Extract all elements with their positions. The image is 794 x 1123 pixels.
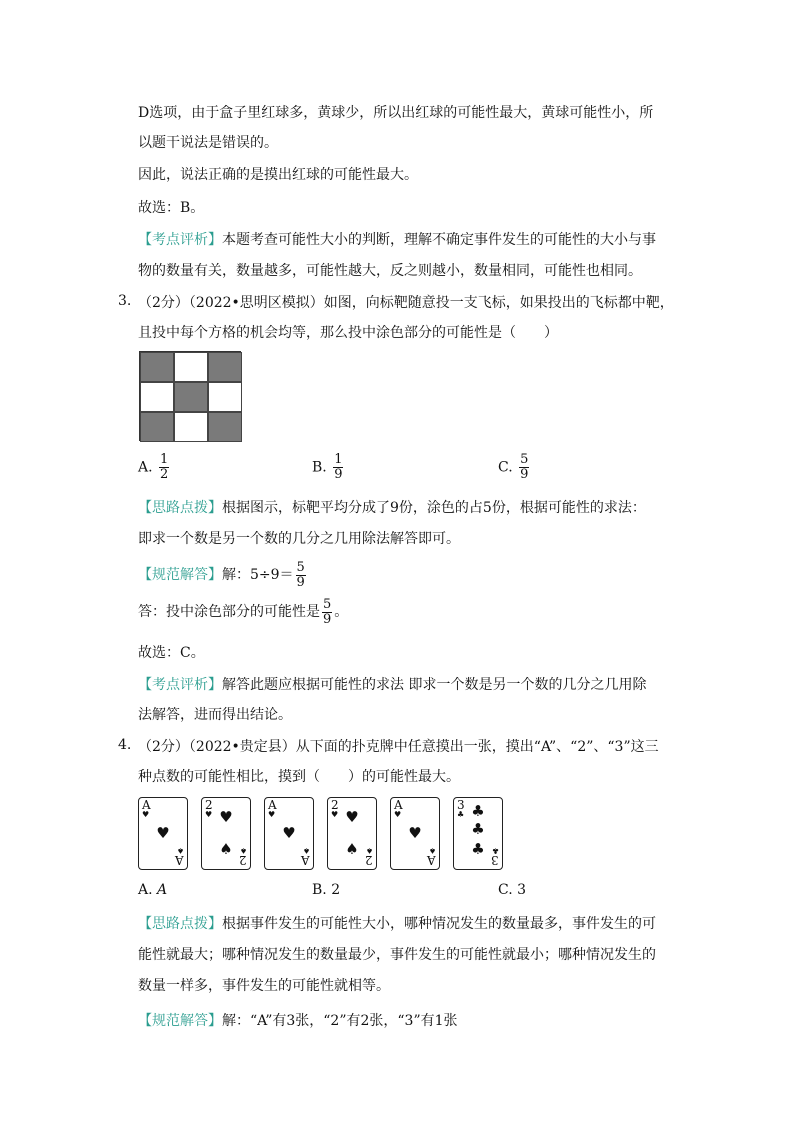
question-3-number: 3. — [118, 293, 132, 309]
hint-text-1: 根据事件发生的可能性大小，哪种情况发生的数量最多，事件发生的可 — [222, 916, 656, 932]
key-point-tag: 【考点评析】 — [138, 677, 222, 693]
heart-icon: ♥ — [142, 810, 150, 819]
heart-icon: ♥ — [219, 808, 233, 826]
option-letter: C. — [498, 459, 513, 476]
spade-icon: ♠ — [365, 846, 373, 855]
question-3-stem-1: （2分）（2022•思明区模拟）如图，向标靶随意投一支飞标，如果投出的飞标都中靶， — [138, 295, 674, 311]
q3-option-c[interactable] — [498, 453, 531, 482]
hint-text-1: 根据图示，标靶平均分成了9份，涂色的占5份，根据可能性的求法： — [222, 500, 646, 516]
key-point-text-1: 解答此题应根据可能性的求法 即求一个数是另一个数的几分之几用除 — [222, 677, 647, 693]
hint-tag: 【思路点拨】 — [138, 916, 222, 932]
q4-solution — [138, 1011, 458, 1031]
answer-period: 。 — [334, 604, 349, 620]
answer-text: 答：投中涂色部分的可能性是 — [138, 604, 320, 620]
key-point-text-1: 本题考查可能性大小的判断，理解不确定事件发生的可能性的大小与事 — [222, 232, 656, 248]
playing-card: 2 ♥ ♥ ♠ ♠ 2 — [201, 797, 251, 870]
q4-hint-line-3: 数量一样多，事件发生的可能性就相等。 — [138, 978, 390, 994]
grid-cell — [140, 382, 174, 412]
grid-cell — [208, 412, 242, 442]
option-value: 2 — [331, 882, 341, 898]
prev-key-point-line-2: 物的数量有关，数量越多，可能性越大，反之则越小，数量相同，可能性也相同。 — [138, 263, 642, 279]
d-option-line-2: 以题干说法是错误的。 — [138, 135, 278, 151]
hint-tag: 【思路点拨】 — [138, 500, 222, 516]
d-option-line-1: D选项，由于盒子里红球多，黄球少，所以出红球的可能性最大，黄球可能性小，所 — [138, 105, 654, 121]
solution-text: 解：5÷9＝ — [222, 567, 294, 583]
q4-option-c[interactable] — [498, 882, 526, 898]
option-letter: A. — [138, 882, 153, 898]
spade-icon: ♠ — [428, 846, 436, 855]
dartboard-grid — [139, 351, 241, 441]
club-icon: ♣ — [457, 810, 465, 819]
option-letter: A. — [138, 459, 153, 476]
q4-hint — [138, 914, 656, 934]
q4-hint-line-2: 能性就最大；哪种情况发生的数量最少，事件发生的可能性就最小；哪种情况发生的 — [138, 947, 656, 963]
q3-hint — [138, 498, 646, 518]
solution-tag: 【规范解答】 — [138, 1013, 222, 1029]
spade-icon: ♠ — [239, 846, 247, 855]
question-3-stem-2: 且投中每个方格的机会均等，那么投中涂色部分的可能性是（ ） — [138, 325, 558, 341]
q4-option-b[interactable] — [312, 882, 340, 898]
club-icon: ♣ — [471, 802, 485, 820]
heart-icon: ♥ — [394, 810, 402, 819]
q4-option-a[interactable] — [138, 882, 167, 898]
fraction: $\frac{1}{9}$ — [334, 452, 343, 482]
playing-card: A ♥ ♥ ♠ A — [138, 797, 188, 870]
q3-option-b[interactable] — [312, 453, 345, 482]
heart-icon: ♥ — [156, 824, 170, 842]
grid-cell — [174, 352, 208, 382]
q3-key-point-line-2: 法解答，进而得出结论。 — [138, 707, 292, 723]
option-letter: C. — [498, 882, 513, 898]
spade-icon: ♠ — [219, 840, 233, 858]
q3-answer — [138, 597, 348, 627]
grid-cell — [174, 412, 208, 442]
heart-icon: ♥ — [331, 810, 339, 819]
conclusion-line: 因此，说法正确的是摸出红球的可能性最大。 — [138, 167, 418, 183]
option-letter: B. — [312, 882, 327, 898]
q3-key-point — [138, 675, 646, 695]
prev-key-point — [138, 230, 656, 250]
heart-icon: ♥ — [205, 810, 213, 819]
spade-icon: ♠ — [302, 846, 310, 855]
key-point-tag: 【考点评析】 — [138, 232, 222, 248]
grid-cell — [208, 352, 242, 382]
fraction: $\frac{5}{9}$ — [296, 559, 305, 590]
heart-icon: ♥ — [345, 808, 359, 826]
spade-icon: ♠ — [176, 846, 184, 855]
spade-icon: ♠ — [345, 840, 359, 858]
option-value: 3 — [517, 882, 527, 898]
q3-choice: 故选：C。 — [138, 645, 205, 661]
question-4-stem-2: 种点数的可能性相比，摸到（ ）的可能性最大。 — [138, 769, 460, 785]
club-icon: ♣ — [491, 846, 499, 855]
q3-option-a[interactable] — [138, 453, 171, 482]
fraction: $\frac{1}{2}$ — [160, 452, 169, 482]
grid-cell — [174, 382, 208, 412]
playing-card: 3 ♣ ♣ ♣ ♣ ♣ 3 — [453, 797, 503, 870]
fraction: $\frac{5}{9}$ — [323, 596, 332, 627]
fraction: $\frac{5}{9}$ — [520, 452, 529, 482]
club-icon: ♣ — [471, 820, 485, 838]
grid-cell — [208, 382, 242, 412]
q3-hint-line-2: 即求一个数是另一个数的几分之几用除法解答即可。 — [138, 531, 460, 547]
heart-icon: ♥ — [282, 824, 296, 842]
grid-cell — [140, 352, 174, 382]
option-value: A — [157, 882, 168, 898]
heart-icon: ♥ — [408, 824, 422, 842]
club-icon: ♣ — [471, 840, 485, 858]
playing-card: A ♥ ♥ ♠ A — [390, 797, 440, 870]
playing-card: 2 ♥ ♥ ♠ ♠ 2 — [327, 797, 377, 870]
question-4-number: 4. — [118, 737, 132, 753]
heart-icon: ♥ — [268, 810, 276, 819]
solution-tag: 【规范解答】 — [138, 567, 222, 583]
option-letter: B. — [312, 459, 327, 476]
solution-text: 解：“A”有3张，“2”有2张，“3”有1张 — [222, 1013, 458, 1029]
prev-answer: 故选：B。 — [138, 200, 205, 216]
playing-card: A ♥ ♥ ♠ A — [264, 797, 314, 870]
question-4-stem-1: （2分）（2022•贵定县）从下面的扑克牌中任意摸出一张，摸出“A”、“2”、“3”这三 — [138, 739, 659, 755]
grid-cell — [140, 412, 174, 442]
q3-solution — [138, 560, 308, 590]
